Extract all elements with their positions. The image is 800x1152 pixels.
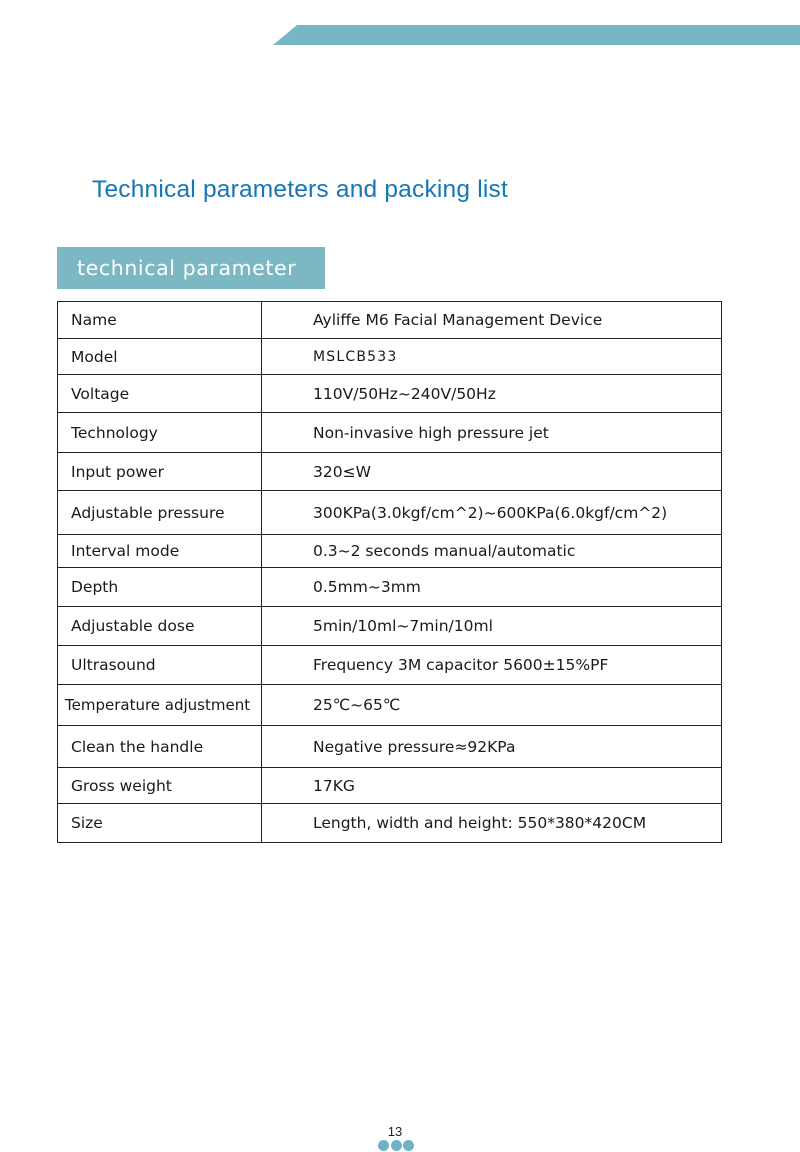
param-value: 320≤W — [262, 453, 722, 491]
page-dot — [403, 1140, 414, 1151]
table-row — [58, 568, 722, 607]
param-value: 25℃~65℃ — [262, 685, 722, 726]
param-label: Technology — [58, 413, 262, 453]
param-label: Temperature adjustment — [58, 685, 262, 726]
page-dot — [378, 1140, 389, 1151]
table-row — [58, 646, 722, 685]
top-banner — [0, 25, 800, 45]
page-dot — [391, 1140, 402, 1151]
page-dots-decoration — [378, 1140, 414, 1152]
param-value: 5min/10ml~7min/10ml — [262, 607, 722, 646]
table-row — [58, 413, 722, 453]
param-value: 300KPa(3.0kgf/cm^2)~600KPa(6.0kgf/cm^2) — [262, 491, 722, 535]
table-row — [58, 302, 722, 339]
param-value: Ayliffe M6 Facial Management Device — [262, 302, 722, 339]
technical-parameter-table — [57, 301, 722, 843]
param-value: Frequency 3M capacitor 5600±15%PF — [262, 646, 722, 685]
table-row — [58, 685, 722, 726]
table-row — [58, 535, 722, 568]
param-label: Name — [58, 302, 262, 339]
table-row — [58, 339, 722, 375]
table-row — [58, 453, 722, 491]
param-label: Clean the handle — [58, 726, 262, 768]
param-value: 0.5mm~3mm — [262, 568, 722, 607]
table-row — [58, 491, 722, 535]
param-label: Model — [58, 339, 262, 375]
table-row — [58, 607, 722, 646]
param-label: Ultrasound — [58, 646, 262, 685]
param-label: Interval mode — [58, 535, 262, 568]
table-row — [58, 768, 722, 804]
param-value: 110V/50Hz~240V/50Hz — [262, 375, 722, 413]
param-label: Size — [58, 804, 262, 843]
banner-shape — [273, 25, 800, 45]
param-label: Adjustable pressure — [58, 491, 262, 535]
table-row — [58, 375, 722, 413]
param-value: 17KG — [262, 768, 722, 804]
param-value: Negative pressure≈92KPa — [262, 726, 722, 768]
page-title: Technical parameters and packing list — [92, 176, 508, 203]
param-label: Input power — [58, 453, 262, 491]
param-value: Non-invasive high pressure jet — [262, 413, 722, 453]
table-row — [58, 726, 722, 768]
page-number: 13 — [387, 1124, 403, 1139]
param-label: Voltage — [58, 375, 262, 413]
table-row — [58, 804, 722, 843]
param-value: MSLCB533 — [262, 339, 722, 375]
param-label: Gross weight — [58, 768, 262, 804]
param-label: Adjustable dose — [58, 607, 262, 646]
param-label: Depth — [58, 568, 262, 607]
param-value: Length, width and height: 550*380*420CM — [262, 804, 722, 843]
param-value: 0.3~2 seconds manual/automatic — [262, 535, 722, 568]
section-tab-technical-parameter: technical parameter — [57, 247, 325, 289]
